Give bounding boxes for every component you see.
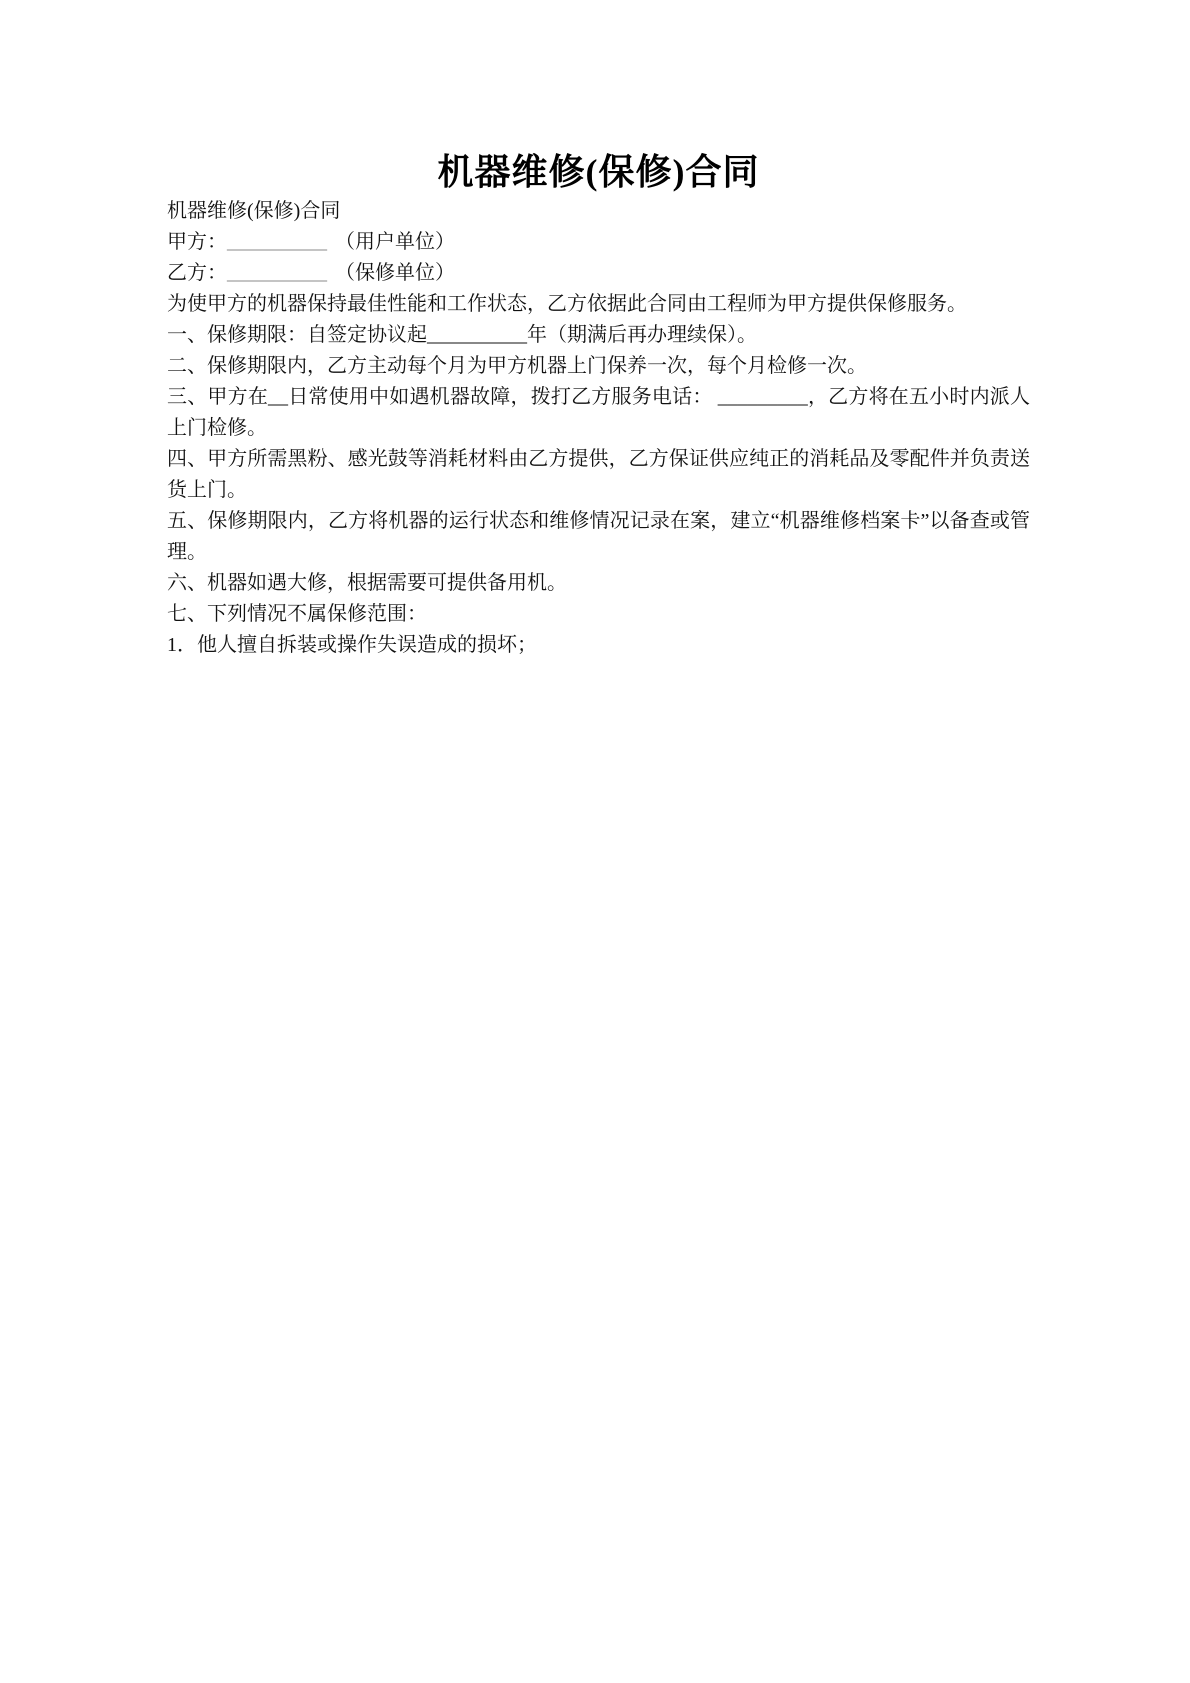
party-b-label: 乙方： xyxy=(167,262,227,284)
party-a-note: （用户单位） xyxy=(335,231,455,253)
exclusion-item-1: 1．他人擅自拆装或操作失误造成的损坏； xyxy=(167,634,537,656)
clause-7-exclusions-heading: 七、下列情况不属保修范围： xyxy=(167,603,427,625)
clause-5-maintenance-records: 五、保修期限内，乙方将机器的运行状态和维修情况记录在案，建立“机器维修档案卡”以备查或管理。 xyxy=(167,510,1030,563)
party-a-blank-field: __________ xyxy=(227,231,327,253)
party-a-line xyxy=(167,227,1030,258)
party-b-blank-field: __________ xyxy=(227,262,327,284)
party-b-note: （保修单位） xyxy=(335,262,455,284)
clause-4-consumables-supply: 四、甲方所需黑粉、感光鼓等消耗材料由乙方提供，乙方保证供应纯正的消耗品及零配件并负责送货上门。 xyxy=(167,448,1030,501)
preamble-paragraph: 为使甲方的机器保持最佳性能和工作状态，乙方依据此合同由工程师为甲方提供保修服务。 xyxy=(167,293,967,315)
party-a-label: 甲方： xyxy=(167,231,227,253)
document-content xyxy=(0,0,1190,661)
clause-2-monthly-maintenance: 二、保修期限内，乙方主动每个月为甲方机器上门保养一次，每个月检修一次。 xyxy=(167,355,867,377)
clause-3-service-hotline: 三、甲方在__日常使用中如遇机器故障，拨打乙方服务电话： _________，乙方将在五小时内派人上门检修。 xyxy=(167,386,1030,439)
clause-1-warranty-period: 一、保修期限：自签定协议起__________年（期满后再办理续保）。 xyxy=(167,324,757,346)
party-b-line xyxy=(167,258,1030,289)
document-title: 机器维修(保修)合同 xyxy=(437,152,760,192)
document-subtitle: 机器维修(保修)合同 xyxy=(167,200,341,222)
clause-6-backup-machine: 六、机器如遇大修，根据需要可提供备用机。 xyxy=(167,572,567,594)
